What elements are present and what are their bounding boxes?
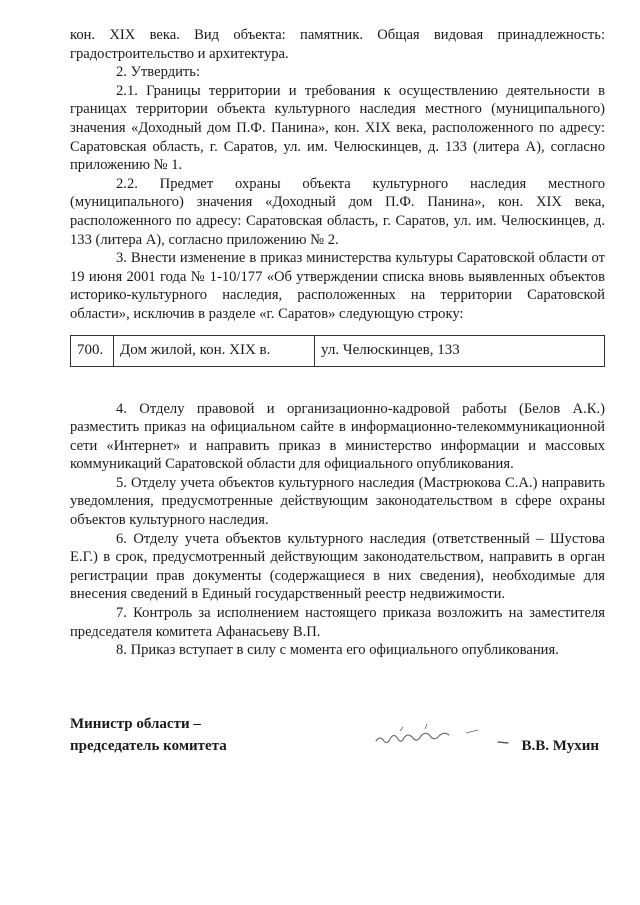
paragraph-3: 3. Внести изменение в приказ министерства культуры Саратовской области от 19 июня 2001 года № 1-10/177 «Об утверждении списка вновь выявленных объектов историко-культурного наследия, расположенных на территории Саратовской области», исключив в разделе «г. Саратов» следующую строку: <box>70 250 605 322</box>
signature-block <box>70 713 605 763</box>
paragraph-7: 7. Контроль за исполнением настоящего приказа возложить на заместителя председателя комитета Афанасьеву В.П. <box>70 605 605 640</box>
signer-title-line-2: председатель комитета <box>70 738 227 754</box>
paragraph-8: 8. Приказ вступает в силу с момента его официального опубликования. <box>116 642 559 659</box>
paragraph-intro: кон. XIX века. Вид объекта: памятник. Общая видовая принадлежность: градостроительство и архитектура. <box>70 27 605 62</box>
table-cell-number: 700. <box>71 335 114 366</box>
table-cell-name: Дом жилой, кон. XIX в. <box>114 335 315 366</box>
paragraph-2-2: 2.2. Предмет охраны объекта культурного наследия местного (муниципального) значения «Доходный дом П.Ф. Панина», кон. XIX века, расположенного по адресу: Саратовская область, г. Саратов, ул. им. Челюскинцев, д. 133 (литера А), согласно приложению № 2. <box>70 175 605 248</box>
paragraph-2-1: 2.1. Границы территории и требования к осуществлению деятельности в границах территории объекта культурного наследия местного (муниципального) значения «Доходный дом П.Ф. Панина», кон. XIX века, расположенного по адресу: Саратовская область, г. Саратов, ул. им. Челюскинцев, д. 133 (литера А), согласно приложению № 1. <box>70 82 605 174</box>
excluded-row-table <box>70 335 605 367</box>
paragraph-6: 6. Отделу учета объектов культурного наследия (ответственный – Шустова Е.Г.) в срок, предусмотренный действующим законодательством, направить в орган регистрации прав документы (содержащиеся в них сведения), необходимые для внесения сведений в Единый государственный реестр недвижимости. <box>70 530 605 603</box>
table-cell-address: ул. Челюскинцев, 133 <box>315 335 605 366</box>
table-row <box>71 335 605 366</box>
paragraph-2: 2. Утвердить: <box>116 64 201 81</box>
paragraph-4: 4. Отделу правовой и организационно-кадровой работы (Белов А.К.) разместить приказ на официальном сайте в информационно-телекоммуникационной сети «Интернет» и направить приказ в министерство информации и массовых коммуникаций Саратовской области для официального опубликования. <box>70 400 605 473</box>
handwritten-signature <box>370 719 540 749</box>
signer-title-line-1: Министр области – <box>70 716 201 732</box>
document-body <box>70 26 605 660</box>
signer-name: В.В. Мухин <box>521 738 599 754</box>
paragraph-5: 5. Отделу учета объектов культурного наследия (Мастрюкова С.А.) направить уведомления, предусмотренные действующим законодательством в сфере охраны объектов культурного наследия. <box>70 474 605 529</box>
